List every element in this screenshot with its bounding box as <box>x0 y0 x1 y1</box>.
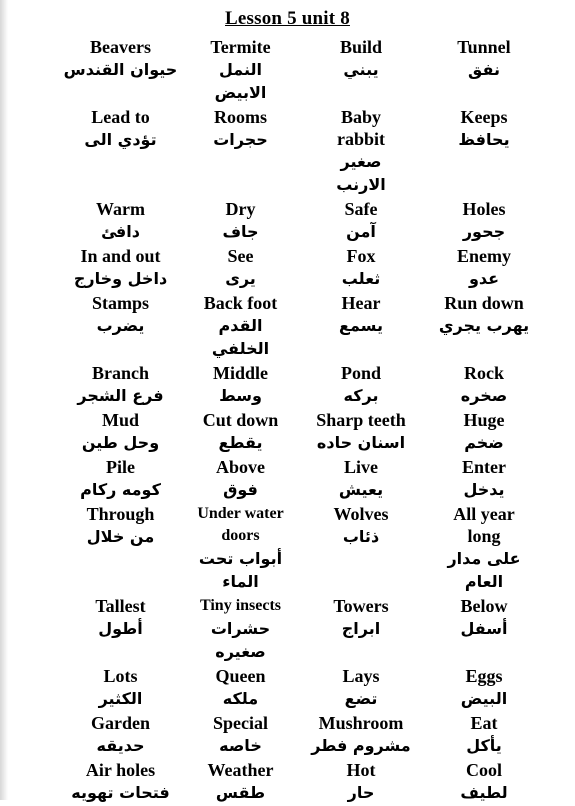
english-word: Towers <box>333 596 389 616</box>
vocab-entry <box>424 106 544 196</box>
arabic-translation: آمن <box>346 222 376 241</box>
arabic-translation: فرع الشجر <box>77 386 164 405</box>
arabic-translation: ثعلب <box>341 269 381 288</box>
vocab-row <box>62 456 552 501</box>
english-word: Stamps <box>91 293 149 313</box>
vocab-entry <box>302 759 420 804</box>
arabic-translation: بركه <box>343 386 379 405</box>
english-word: Keeps <box>460 107 508 127</box>
english-word: Mud <box>101 410 139 430</box>
arabic-translation: ملكه <box>222 689 259 708</box>
vocab-entry <box>302 456 420 501</box>
english-word: Termite <box>210 37 271 57</box>
vocab-entry <box>302 245 420 290</box>
english-word: Dry <box>225 199 256 219</box>
english-word: Lays <box>342 666 380 686</box>
vocab-entry <box>302 665 420 710</box>
vocab-entry <box>302 292 420 360</box>
arabic-translation: يسمع <box>339 316 383 335</box>
english-word: Rock <box>464 363 504 383</box>
arabic-translation: اسنان حاده <box>316 433 406 452</box>
arabic-translation: يهرب يجري <box>438 316 530 335</box>
vocab-row <box>62 292 552 360</box>
vocab-entry <box>302 503 420 593</box>
english-word: Cut down <box>202 410 279 430</box>
english-word: See <box>227 246 254 266</box>
arabic-translation: ابراج <box>341 619 381 638</box>
arabic-translation: حجرات <box>213 130 268 149</box>
vocab-row <box>62 106 552 196</box>
vocab-entry <box>62 595 179 663</box>
arabic-translation: طقس <box>215 783 266 802</box>
vocab-entry <box>62 198 179 243</box>
english-word: Garden <box>90 713 150 733</box>
vocab-entry <box>183 292 298 360</box>
arabic-translation: يرى <box>225 269 256 288</box>
vocab-entry <box>424 595 544 663</box>
english-word: Cool <box>466 760 502 780</box>
arabic-translation: أسفل <box>460 619 508 638</box>
arabic-translation: يبني <box>343 60 379 79</box>
vocab-entry <box>424 362 544 407</box>
vocab-entry <box>424 245 544 290</box>
vocab-row <box>62 665 552 710</box>
arabic-translation: البيض <box>460 689 508 708</box>
english-word: Mushroom <box>318 713 404 733</box>
arabic-translation: حشرات صغيره <box>210 619 271 661</box>
vocab-entry <box>62 36 179 104</box>
arabic-translation: فتحات تهويه <box>71 783 170 802</box>
english-word: Enemy <box>457 246 511 266</box>
english-word: Pile <box>106 457 135 477</box>
arabic-translation: النمل الابيض <box>214 60 267 102</box>
english-word: Safe <box>344 199 378 219</box>
arabic-translation: دافئ <box>101 222 140 241</box>
vocab-entry <box>183 198 298 243</box>
english-word: Lots <box>103 666 138 686</box>
english-word: Middle <box>212 363 268 383</box>
english-word: Air holes <box>85 760 156 780</box>
vocab-row <box>62 245 552 290</box>
arabic-translation: يدخل <box>463 480 505 499</box>
arabic-translation: صغير الارنب <box>336 152 386 194</box>
english-word: Above <box>216 457 265 477</box>
vocab-entry <box>302 362 420 407</box>
english-word: Beavers <box>90 37 151 57</box>
vocab-entry <box>183 665 298 710</box>
english-word: Hear <box>341 293 381 313</box>
arabic-translation: لطيف <box>460 783 508 802</box>
english-word: Weather <box>207 760 274 780</box>
english-word: Tunnel <box>457 37 511 57</box>
vocab-entry <box>183 36 298 104</box>
vocab-entry <box>424 665 544 710</box>
english-word: Warm <box>96 199 145 219</box>
arabic-translation: وسط <box>219 386 262 405</box>
arabic-translation: يأكل <box>466 736 502 755</box>
arabic-translation: تؤدي الى <box>84 130 157 149</box>
vocab-row <box>62 503 552 593</box>
english-word: Queen <box>215 666 266 686</box>
vocab-entry <box>62 362 179 407</box>
english-word: Tiny insects <box>199 597 282 614</box>
arabic-translation: يقطع <box>218 433 263 452</box>
arabic-translation: عدو <box>468 269 500 288</box>
page-edge-shadow <box>0 0 8 800</box>
arabic-translation: نفق <box>468 60 500 79</box>
vocab-entry <box>62 409 179 454</box>
vocab-entry <box>183 712 298 757</box>
arabic-translation: تضع <box>344 689 378 708</box>
arabic-translation: جحور <box>462 222 506 241</box>
vocab-entry <box>183 245 298 290</box>
english-word: Special <box>212 713 268 733</box>
arabic-translation: جاف <box>222 222 259 241</box>
english-word: Back foot <box>203 293 278 313</box>
english-word: Tallest <box>95 596 146 616</box>
english-word: Baby rabbit <box>336 107 385 149</box>
vocab-entry <box>183 362 298 407</box>
vocab-entry <box>183 106 298 196</box>
arabic-translation: ذئاب <box>342 527 380 546</box>
vocab-entry <box>424 456 544 501</box>
english-word: Holes <box>462 199 506 219</box>
arabic-translation: خاصه <box>219 736 262 755</box>
arabic-translation: على مدار العام <box>447 549 521 591</box>
arabic-translation: أطول <box>98 619 143 638</box>
vocab-entry <box>183 503 298 593</box>
english-word: Under water doors <box>197 505 284 544</box>
vocab-entry <box>302 712 420 757</box>
arabic-translation: داخل وخارج <box>73 269 168 288</box>
english-word: Hot <box>346 760 376 780</box>
vocab-entry <box>62 292 179 360</box>
english-word: All year long <box>453 504 515 546</box>
arabic-translation: الكثير <box>98 689 143 708</box>
vocab-row <box>62 712 552 757</box>
vocab-entry <box>424 712 544 757</box>
vocab-entry <box>424 409 544 454</box>
vocab-entry <box>62 712 179 757</box>
arabic-translation: وحل طين <box>81 433 160 452</box>
arabic-translation: من خلال <box>86 527 155 546</box>
arabic-translation: حيوان القندس <box>63 60 178 79</box>
vocab-entry <box>302 36 420 104</box>
english-word: Run down <box>444 293 524 313</box>
english-word: Through <box>86 504 155 524</box>
arabic-translation: صخره <box>460 386 508 405</box>
english-word: Wolves <box>333 504 389 524</box>
vocab-row <box>62 409 552 454</box>
arabic-translation: يحافظ <box>458 130 510 149</box>
vocab-row <box>62 198 552 243</box>
english-word: In and out <box>80 246 161 266</box>
vocabulary-grid <box>62 36 552 806</box>
english-word: Rooms <box>214 107 267 127</box>
vocab-entry <box>62 106 179 196</box>
vocab-entry <box>424 759 544 804</box>
english-word: Huge <box>463 410 505 430</box>
vocab-entry <box>62 503 179 593</box>
english-word: Sharp teeth <box>316 410 406 430</box>
vocab-entry <box>183 456 298 501</box>
english-word: Pond <box>340 363 382 383</box>
english-word: Build <box>339 37 383 57</box>
vocab-entry <box>183 409 298 454</box>
arabic-translation: مشروم فطر <box>311 736 411 755</box>
arabic-translation: كومه ركام <box>80 480 161 499</box>
english-word: Live <box>344 457 378 477</box>
vocab-entry <box>62 245 179 290</box>
english-word: Fox <box>346 246 376 266</box>
english-word: Branch <box>91 363 149 383</box>
arabic-translation: يضرب <box>96 316 145 335</box>
vocab-row <box>62 759 552 804</box>
arabic-translation: يعيش <box>338 480 384 499</box>
vocab-entry <box>302 198 420 243</box>
vocab-row <box>62 36 552 104</box>
vocab-entry <box>183 759 298 804</box>
vocab-entry <box>302 595 420 663</box>
vocab-entry <box>424 292 544 360</box>
vocab-entry <box>62 456 179 501</box>
vocab-entry <box>62 665 179 710</box>
arabic-translation: حديقه <box>96 736 145 755</box>
vocab-entry <box>424 503 544 593</box>
vocab-entry <box>424 36 544 104</box>
english-word: Lead to <box>91 107 150 127</box>
vocab-row <box>62 362 552 407</box>
arabic-translation: فوق <box>223 480 258 499</box>
vocab-entry <box>183 595 298 663</box>
english-word: Enter <box>462 457 506 477</box>
arabic-translation: حار <box>347 783 375 802</box>
vocab-row <box>62 595 552 663</box>
english-word: Eggs <box>465 666 503 686</box>
english-word: Below <box>460 596 508 616</box>
page-title: Lesson 5 unit 8 <box>225 8 350 29</box>
english-word: Eat <box>470 713 498 733</box>
arabic-translation: ضخم <box>464 433 504 452</box>
arabic-translation: أبواب تحت الماء <box>198 549 283 591</box>
vocab-entry <box>302 106 420 196</box>
arabic-translation: القدم الخلفي <box>211 316 270 358</box>
vocab-entry <box>424 198 544 243</box>
vocab-entry <box>62 759 179 804</box>
vocab-entry <box>302 409 420 454</box>
